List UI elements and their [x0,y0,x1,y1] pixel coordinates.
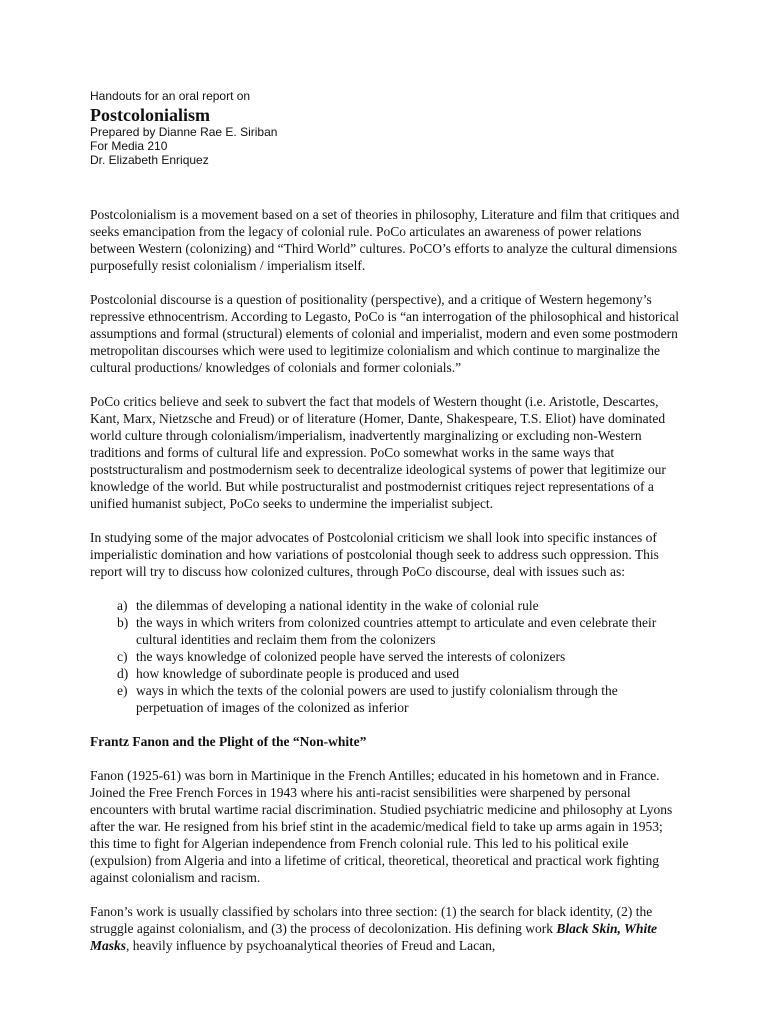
paragraph-fanon-bio: Fanon (1925-61) was born in Martinique in the French Antilles; educated in his hometown and in France. Joined the Free French Forces in 1943 where his anti-racist sensibilities were sharpened by personal encounters with brutal wartime racial discrimination. Studied psychiatric medicine and philosophy at Lyons after the war. He resigned from his brief stint in the academic/medical field to take up arms again in 1953; this time to fight for Algerian independence from French colonial rule. This led to his political exile (expulsion) from Algeria and into a lifetime of critical, theoretical, theoretical and practical work fighting against colonialism and racism. [90,768,673,885]
section-heading: Frantz Fanon and the Plight of the “Non-white” [90,734,367,749]
paragraph-study: In studying some of the major advocates of Postcolonial criticism we shall look into specific instances of imperialistic domination and how variations of postcolonial though seek to address such oppression. This report will try to discuss how colonized cultures, through PoCo discourse, deal with issues such as: [90,530,659,579]
document-title: Postcolonialism [90,105,210,125]
list-item [117,648,680,665]
fanon-work-text: Fanon’s work is usually classified by scholars into three section: (1) the search for black identity, (2) the struggle against colonialism, and (3) the process of decolonization. His defining work [90,904,653,936]
document-body [90,206,680,971]
list-item [117,682,680,716]
list-item [117,614,680,648]
paragraph-discourse: Postcolonial discourse is a question of positionality (perspective), and a critique of Western hegemony’s repressive ethnocentrism. According to Legasto, PoCo is “an interrogation of the philosophical and historical assumptions and formal (structural) elements of colonial and imperialist, modern and even some postmodern metropolitan discourses which were used to legitimize colonialism and which continue to marginalize the cultural productions/ knowledges of colonials and former colonials.” [90,292,679,375]
list-item-text: the dilemmas of developing a national identity in the wake of colonial rule [136,598,539,613]
course-line: For Media 210 [90,139,168,153]
list-marker: c) [117,649,128,664]
book-title: Black Skin, White Masks [90,921,658,953]
issues-list [90,597,680,716]
list-item-text: how knowledge of subordinate people is produced and used [136,666,460,681]
list-marker: d) [117,666,129,681]
list-item [117,665,680,682]
list-item-text: ways in which the texts of the colonial powers are used to justify colonialism through the perpetuation of images of the colonized as inferior [136,683,618,715]
document-header [90,89,690,167]
paragraph-critics: PoCo critics believe and seek to subvert the fact that models of Western thought (i.e. Aristotle, Descartes, Kant, Marx, Nietzsche and Freud) or of literature (Homer, Dante, Shakespeare, T.S. Eliot) have dominated world culture through colonialism/imperialism, inadvertently marginalizing or excluding non-Western traditions and forms of cultural life and expression. PoCo somewhat works in the same ways that poststructuralism and postmodernism seek to decentralize ideological systems of power that legitimize our knowledge of the world. But while postructuralist and postmodernist critiques reject representations of a unified humanist subject, PoCo seeks to undermine the imperialist subject. [90,394,666,511]
list-marker: a) [117,598,128,613]
instructor-line: Dr. Elizabeth Enriquez [90,153,209,167]
fanon-work-text-end: , heavily influence by psychoanalytical theories of Freud and Lacan, [126,938,496,953]
handout-label: Handouts for an oral report on [90,89,251,103]
author-line: Prepared by Dianne Rae E. Siriban [90,125,278,139]
list-marker: b) [117,615,129,630]
list-item-text: the ways in which writers from colonized countries attempt to articulate and even celebrate their cultural identities and reclaim them from the colonizers [136,615,657,647]
paragraph-intro: Postcolonialism is a movement based on a set of theories in philosophy, Literature and film that critiques and seeks emancipation from the legacy of colonial rule. PoCo articulates an awareness of power relations between Western (colonizing) and “Third World” cultures. PoCO’s efforts to analyze the cultural dimensions purposefully resist colonialism / imperialism itself. [90,207,680,273]
paragraph-fanon-work [90,903,680,954]
list-item-text: the ways knowledge of colonized people have served the interests of colonizers [136,649,566,664]
list-marker: e) [117,683,128,698]
list-item [117,597,680,614]
